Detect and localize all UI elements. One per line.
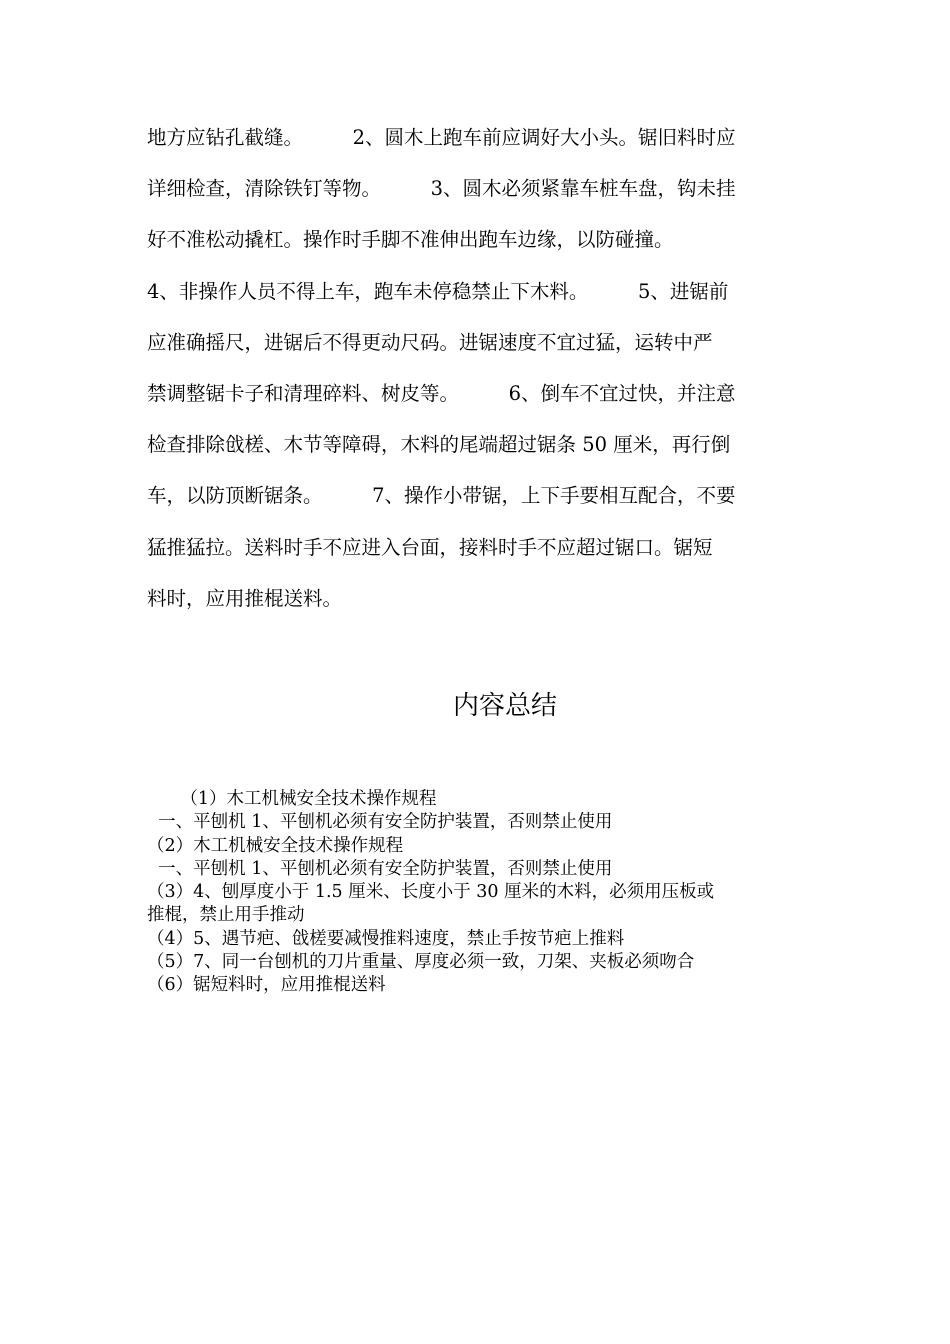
summary-line: 一、平刨机 1、平刨机必须有安全防护装置，否则禁止使用	[147, 812, 613, 833]
body-line: 应准确摇尺，进锯后不得更动尺码。进锯速度不宜过猛，运转中严	[147, 330, 713, 354]
summary-title: 内容总结	[452, 691, 557, 721]
body-line: 详细检查，清除铁钉等物。 3、圆木必须紧靠车桩车盘，钩未挂	[147, 177, 736, 201]
summary-line: （3）4、刨厚度小于 1.5 厘米、长度小于 30 厘米的木料，必须用压板或	[147, 882, 715, 903]
body-line: 4、非操作人员不得上车，跑车未停稳禁止下木料。 5、进锯前	[147, 279, 729, 303]
body-line: 好不准松动撬杠。操作时手脚不准伸出跑车边缘，以防碰撞。	[147, 228, 674, 252]
body-line: 猛推猛拉。送料时手不应进入台面，接料时手不应超过锯口。锯短	[147, 535, 713, 559]
body-line: 检查排除戗槎、木节等障碍，木料的尾端超过锯条 50 厘米，再行倒	[147, 433, 731, 457]
summary-line: 一、平刨机 1、平刨机必须有安全防护装置，否则禁止使用	[147, 858, 613, 879]
body-text	[147, 112, 809, 624]
summary-line: （6）锯短料时，应用推棍送料	[147, 975, 386, 996]
summary-line: （5）7、同一台刨机的刀片重量、厚度必须一致，刀架、夹板必须吻合	[147, 952, 695, 973]
summary-list	[147, 788, 827, 998]
summary-line: 推棍，禁止用手推动	[147, 905, 305, 926]
body-line: 地方应钻孔截缝。 2、圆木上跑车前应调好大小头。锯旧料时应	[147, 126, 736, 149]
body-line: 车，以防顶断锯条。 7、操作小带锯，上下手要相互配合，不要	[147, 484, 736, 508]
body-line: 料时，应用推棍送料。	[147, 586, 343, 610]
summary-line: （2）木工机械安全技术操作规程	[147, 835, 404, 856]
summary-line: （1）木工机械安全技术操作规程	[147, 789, 437, 809]
body-line: 禁调整锯卡子和清理碎料、树皮等。 6、倒车不宜过快，并注意	[147, 381, 736, 405]
summary-line: （4）5、遇节疤、戗槎要减慢推料速度，禁止手按节疤上推料	[147, 928, 625, 949]
